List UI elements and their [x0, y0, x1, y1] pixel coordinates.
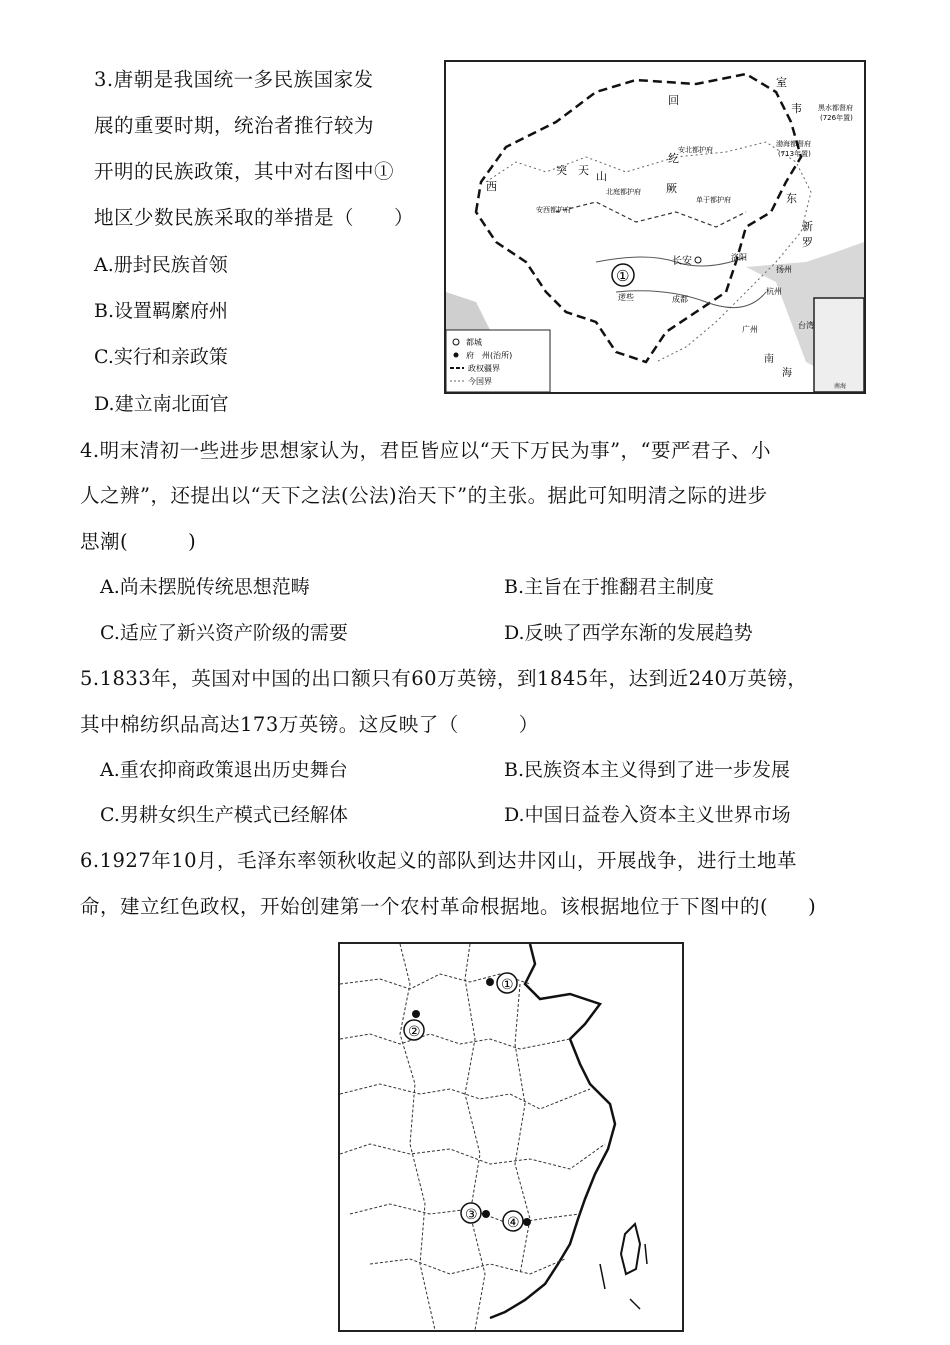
legend-prefecture-label: 府 州(治所): [466, 351, 513, 360]
map-label-heishui: 黑水都督府: [818, 104, 853, 112]
legend-prefecture-icon: [454, 353, 459, 358]
q3-stem-line-3: 开明的民族政策，其中对右图中①: [94, 160, 395, 183]
map-label-shan: 山: [596, 170, 607, 183]
map-label-hai: 海: [782, 368, 792, 379]
map-point-1-label: ①: [501, 977, 514, 993]
legend-modern-border-label: 今国界: [468, 377, 492, 386]
q4-option-d: D.反映了西学东渐的发展趋势: [504, 622, 753, 644]
map-capital-marker: [695, 257, 701, 263]
china-map-island-mark-3: [630, 1299, 640, 1309]
q5-option-d: D.中国日益卷入资本主义世界市场: [504, 804, 791, 826]
map-label-anbei: 安北都护府: [678, 146, 713, 154]
tang-map-marker-1: ①: [616, 267, 630, 285]
map-point-4-dot: [523, 1218, 531, 1226]
tang-river-2: [616, 291, 766, 308]
map-label-guangzhou: 广州: [742, 325, 758, 334]
china-map-province-borders: [340, 944, 605, 1330]
map-point-3-label: ③: [465, 1207, 478, 1223]
map-label-shiwei-2: 韦: [791, 102, 802, 115]
q4-option-b: B.主旨在于推翻君主制度: [504, 576, 715, 598]
map-point-3-dot: [482, 1210, 490, 1218]
q3-option-b: B.设置羁縻府州: [94, 300, 229, 322]
map-point-2-label: ②: [408, 1024, 421, 1040]
q4-stem-line-2: 人之辨”，还提出以“天下之法(公法)治天下”的主张。据此可知明清之际的进步: [80, 484, 768, 507]
map-point-4-label: ④: [507, 1215, 520, 1231]
map-label-luo: 罗: [802, 236, 813, 249]
map-label-heishui-year: (726年置): [820, 114, 853, 122]
china-map-coastline: [490, 944, 615, 1318]
china-map-island-mark-2: [600, 1264, 605, 1289]
q4-stem-line-1: 4.明末清初一些进步思想家认为，君臣皆应以“天下万民为事”，“要严君子、小: [80, 439, 772, 462]
map-point-2-dot: [412, 1010, 420, 1018]
map-label-tian: 天: [578, 164, 589, 177]
map-label-tu: 突: [556, 164, 567, 177]
tang-dynasty-map: [444, 60, 866, 394]
china-map-svg: [340, 944, 682, 1330]
q5-option-c: C.男耕女织生产模式已经解体: [100, 804, 348, 826]
map-label-dong: 东: [786, 192, 797, 205]
q3-stem-line-1: 3.唐朝是我国统一多民族国家发: [94, 68, 374, 91]
map-label-luoxie: 逻些: [618, 293, 634, 302]
q3-stem-line-4: 地区少数民族采取的举措是（ ）: [94, 206, 415, 229]
map-label-inset-nanhai: 南海: [834, 383, 847, 390]
map-label-jue: 厥: [666, 182, 677, 195]
q4-option-a: A.尚未摆脱传统思想范畴: [100, 576, 310, 598]
map-label-xi: 西: [486, 180, 497, 193]
map-label-nan: 南: [764, 354, 774, 365]
map-label-luoyang: 洛阳: [731, 253, 747, 262]
q6-stem-line-1: 6.1927年10月，毛泽东率领秋收起义的部队到达井冈山，开展战争，进行土地革: [80, 849, 798, 872]
china-map-taiwan: [621, 1224, 640, 1274]
map-label-taiwan: 台湾: [798, 321, 814, 330]
q5-option-a: A.重农抑商政策退出历史舞台: [100, 759, 348, 781]
q4-stem-line-3: 思潮( ): [80, 530, 197, 553]
tang-territory-boundary: [476, 74, 801, 362]
map-label-huihe-2: 纥: [668, 152, 679, 165]
map-label-yangzhou: 扬州: [776, 265, 792, 274]
map-label-huihe-1: 回: [668, 94, 679, 107]
q4-option-c: C.适应了新兴资产阶级的需要: [100, 622, 348, 644]
q3-stem-line-2: 展的重要时期，统治者推行较为: [94, 114, 375, 137]
map-label-chengdu: 成都: [672, 295, 688, 304]
map-label-bohai-year: (713年置): [778, 150, 811, 158]
china-map-island-mark-1: [645, 1244, 647, 1264]
tang-inner-boundary: [556, 202, 746, 227]
china-province-map: [338, 942, 684, 1332]
map-label-anxi: 安西都护府: [536, 206, 571, 214]
map-label-changan: 长安: [672, 256, 692, 267]
map-point-1-dot: [486, 978, 494, 986]
map-label-xin: 新: [802, 220, 813, 233]
q3-option-c: C.实行和亲政策: [94, 346, 228, 368]
tang-map-inset: [814, 298, 864, 392]
q5-option-b: B.民族资本主义得到了进一步发展: [504, 759, 791, 781]
legend-boundary-label: 政权疆界: [468, 364, 500, 373]
tang-map-legend-box: [446, 330, 550, 392]
tang-modern-border: [486, 142, 811, 362]
legend-capital-label: 都城: [466, 338, 482, 347]
q5-stem-line-2: 其中棉纺织品高达173万英镑。这反映了（ ）: [80, 713, 539, 736]
map-label-beiting: 北庭都护府: [606, 188, 641, 196]
map-label-danyu: 单于都护府: [696, 196, 731, 204]
map-label-bohai: 渤海都督府: [776, 140, 811, 148]
q6-stem-line-2: 命，建立红色政权，开始创建第一个农村革命根据地。该根据地位于下图中的( ): [80, 895, 817, 918]
tang-map-svg: [446, 62, 864, 392]
map-label-shiwei-1: 室: [776, 76, 787, 89]
q5-stem-line-1: 5.1833年，英国对中国的出口额只有60万英镑，到1845年，达到近240万英镑，: [80, 667, 808, 690]
map-label-hangzhou: 杭州: [766, 287, 782, 296]
q3-option-a: A.册封民族首领: [94, 254, 228, 276]
q3-option-d: D.建立南北面官: [94, 393, 229, 415]
